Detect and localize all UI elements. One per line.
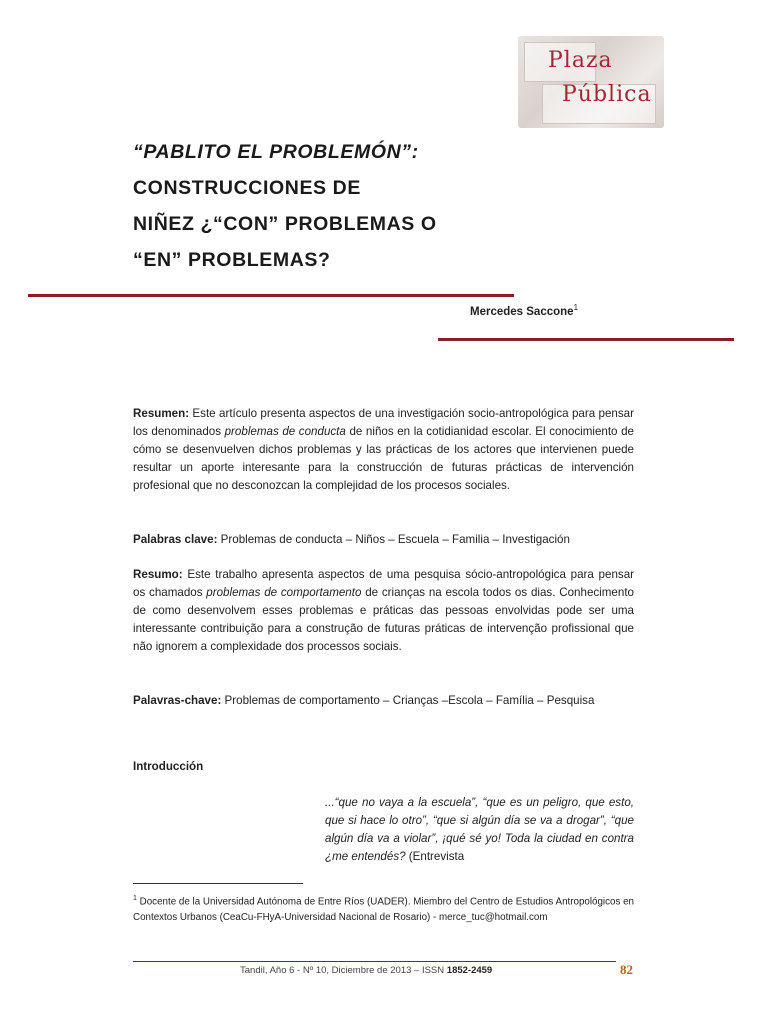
page-footer <box>240 965 492 976</box>
title-divider <box>28 294 514 297</box>
keywords-es <box>133 531 634 549</box>
author-text: Mercedes Saccone <box>470 305 574 318</box>
author-footnote-mark: 1 <box>573 303 579 312</box>
title-line: “EN” PROBLEMAS? <box>133 249 331 271</box>
footer-issn: 1852-2459 <box>446 965 493 976</box>
abstract-pt <box>133 566 634 656</box>
logo-word-publica: Pública <box>562 82 652 107</box>
section-heading: Introducción <box>133 760 204 773</box>
abstract-emphasis: problemas de comportamento <box>206 586 362 599</box>
logo-word-plaza: Plaza <box>548 48 613 73</box>
title-line: “PABLITO EL PROBLEMÓN”: <box>133 141 419 163</box>
page-number: 82 <box>620 962 633 977</box>
author-divider <box>438 338 734 341</box>
epigraph-quote <box>325 794 634 866</box>
abstract-text: de niños en la cotidianidad escolar. El conocimiento de cómo se desenvuelven dichos problemas y las prácticas de los actores que intervienen puede resultar un aporte interesante para la construcción de futuras prácticas de intervención profesional que no desconozcan la complejidad de los procesos sociales. <box>133 425 634 492</box>
title-line: NIÑEZ ¿“CON” PROBLEMAS O <box>133 213 437 235</box>
footer-divider <box>133 961 616 962</box>
author-name <box>470 303 578 318</box>
keywords-pt <box>133 692 634 710</box>
abstract-text: de crianças na escola todos os dias. Conhecimento de como desenvolvem esses problemas e práticas das pessoas envolvidas pode ser uma interessante contribuição para a construção de futuras práticas de intervenção profissional que não ignorem a complexidade dos processos sociais. <box>133 586 634 653</box>
abstract-text: Este artículo presenta aspectos de una investigación socio-antropológica para pensar los denominados <box>133 407 634 438</box>
keywords-label: Palabras clave: <box>133 533 218 546</box>
quote-source: (Entrevista <box>405 850 465 863</box>
keywords-text: Problemas de conducta – Niños – Escuela – Familia – Investigación <box>217 533 570 546</box>
footnote-divider <box>133 883 303 884</box>
journal-logo <box>518 36 664 128</box>
footer-citation: Tandil, Año 6 - Nº 10, Diciembre de 2013 – ISSN <box>240 965 447 976</box>
keywords-text: Problemas de comportamento – Crianças –Escola – Família – Pesquisa <box>221 694 595 707</box>
abstract-emphasis: problemas de conducta <box>224 425 346 438</box>
footnote <box>133 891 634 925</box>
footnote-text: Docente de la Universidad Autónoma de Entre Ríos (UADER). Miembro del Centro de Estudios Antropológicos en Contextos Urbanos (CeaCu-FHyA-Universidad Nacional de Rosario) - merce_tuc@hotmail.com <box>133 896 634 923</box>
title-line: CONSTRUCCIONES DE <box>133 177 361 199</box>
abstract-es <box>133 405 634 495</box>
footnote-mark: 1 <box>133 895 137 902</box>
keywords-label: Palavras-chave: <box>133 694 222 707</box>
article-title <box>133 134 553 278</box>
quote-text: ...“que no vaya a la escuela”, “que es un peligro, que esto, que si hace lo otro”, “que si algún día se va a drogar”, “que algún día va a violar”, ¡qué sé yo! Toda la ciudad en contra ¿me entendés? <box>325 796 634 863</box>
abstract-label: Resumen: <box>133 407 190 420</box>
abstract-label: Resumo: <box>133 568 183 581</box>
abstract-text: Este trabalho apresenta aspectos de uma pesquisa sócio-antropológica para pensar os chamados <box>133 568 634 599</box>
